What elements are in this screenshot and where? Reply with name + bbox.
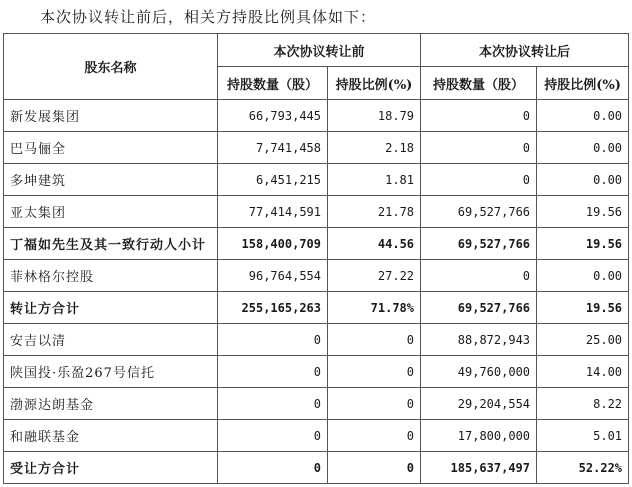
shareholder-name-cell: 菲林格尔控股: [4, 260, 218, 292]
after-shares-cell: 0: [421, 100, 537, 132]
before-shares-cell: 0: [218, 420, 328, 452]
table-row: [4, 324, 629, 356]
header-after-ratio: 持股比例(%): [537, 67, 629, 100]
before-shares-cell: 0: [218, 452, 328, 484]
header-shareholder-name: 股东名称: [4, 34, 218, 100]
after-ratio-cell: 19.56: [537, 292, 629, 324]
after-ratio-cell: 0.00: [537, 132, 629, 164]
table-row: [4, 164, 629, 196]
table-row: [4, 388, 629, 420]
table-row: [4, 260, 629, 292]
after-ratio-cell: 19.56: [537, 196, 629, 228]
before-shares-cell: 255,165,263: [218, 292, 328, 324]
after-shares-cell: 0: [421, 164, 537, 196]
intro-text: 本次协议转让前后，相关方持股比例具体如下：: [40, 8, 377, 26]
after-shares-cell: 29,204,554: [421, 388, 537, 420]
before-shares-cell: 66,793,445: [218, 100, 328, 132]
table-row: [4, 356, 629, 388]
before-shares-cell: 0: [218, 356, 328, 388]
after-shares-cell: 88,872,943: [421, 324, 537, 356]
after-shares-cell: 0: [421, 132, 537, 164]
table-row: [4, 196, 629, 228]
after-ratio-cell: 0.00: [537, 164, 629, 196]
table-row: [4, 452, 629, 484]
before-shares-cell: 96,764,554: [218, 260, 328, 292]
after-ratio-cell: 19.56: [537, 228, 629, 260]
table-body: [4, 100, 629, 484]
after-shares-cell: 69,527,766: [421, 228, 537, 260]
shareholder-name-cell: 和融联基金: [4, 420, 218, 452]
before-ratio-cell: 0: [328, 324, 421, 356]
table-header-row-1: [4, 34, 629, 67]
shareholder-name-cell: 转让方合计: [4, 292, 218, 324]
after-ratio-cell: 0.00: [537, 260, 629, 292]
after-ratio-cell: 5.01: [537, 420, 629, 452]
after-ratio-cell: 52.22%: [537, 452, 629, 484]
before-ratio-cell: 1.81: [328, 164, 421, 196]
table-row: [4, 100, 629, 132]
header-after-shares: 持股数量（股）: [421, 67, 537, 100]
before-shares-cell: 158,400,709: [218, 228, 328, 260]
before-ratio-cell: 2.18: [328, 132, 421, 164]
shareholder-name-cell: 亚太集团: [4, 196, 218, 228]
before-ratio-cell: 27.22: [328, 260, 421, 292]
before-ratio-cell: 0: [328, 420, 421, 452]
before-shares-cell: 77,414,591: [218, 196, 328, 228]
shareholder-name-cell: 多坤建筑: [4, 164, 218, 196]
shareholder-name-cell: 陕国投·乐盈267号信托: [4, 356, 218, 388]
table-row: [4, 292, 629, 324]
before-ratio-cell: 0: [328, 388, 421, 420]
header-before-shares: 持股数量（股）: [218, 67, 328, 100]
shareholder-name-cell: 渤源达朗基金: [4, 388, 218, 420]
after-ratio-cell: 14.00: [537, 356, 629, 388]
after-shares-cell: 185,637,497: [421, 452, 537, 484]
header-group-after: 本次协议转让后: [421, 34, 629, 67]
header-before-ratio: 持股比例(%): [328, 67, 421, 100]
before-shares-cell: 7,741,458: [218, 132, 328, 164]
after-ratio-cell: 0.00: [537, 100, 629, 132]
table-row: [4, 228, 629, 260]
before-ratio-cell: 18.79: [328, 100, 421, 132]
shareholder-name-cell: 新发展集团: [4, 100, 218, 132]
before-ratio-cell: 0: [328, 356, 421, 388]
before-ratio-cell: 71.78%: [328, 292, 421, 324]
after-shares-cell: 49,760,000: [421, 356, 537, 388]
shareholder-name-cell: 受让方合计: [4, 452, 218, 484]
shareholding-table: [3, 33, 629, 484]
before-ratio-cell: 44.56: [328, 228, 421, 260]
table-row: [4, 420, 629, 452]
shareholder-name-cell: 安吉以清: [4, 324, 218, 356]
after-ratio-cell: 8.22: [537, 388, 629, 420]
before-shares-cell: 0: [218, 388, 328, 420]
header-group-before: 本次协议转让前: [218, 34, 421, 67]
before-ratio-cell: 21.78: [328, 196, 421, 228]
shareholder-name-cell: 巴马俪全: [4, 132, 218, 164]
after-ratio-cell: 25.00: [537, 324, 629, 356]
shareholder-name-cell: 丁福如先生及其一致行动人小计: [4, 228, 218, 260]
table-row: [4, 132, 629, 164]
before-shares-cell: 6,451,215: [218, 164, 328, 196]
after-shares-cell: 17,800,000: [421, 420, 537, 452]
after-shares-cell: 69,527,766: [421, 196, 537, 228]
after-shares-cell: 69,527,766: [421, 292, 537, 324]
after-shares-cell: 0: [421, 260, 537, 292]
before-shares-cell: 0: [218, 324, 328, 356]
before-ratio-cell: 0: [328, 452, 421, 484]
